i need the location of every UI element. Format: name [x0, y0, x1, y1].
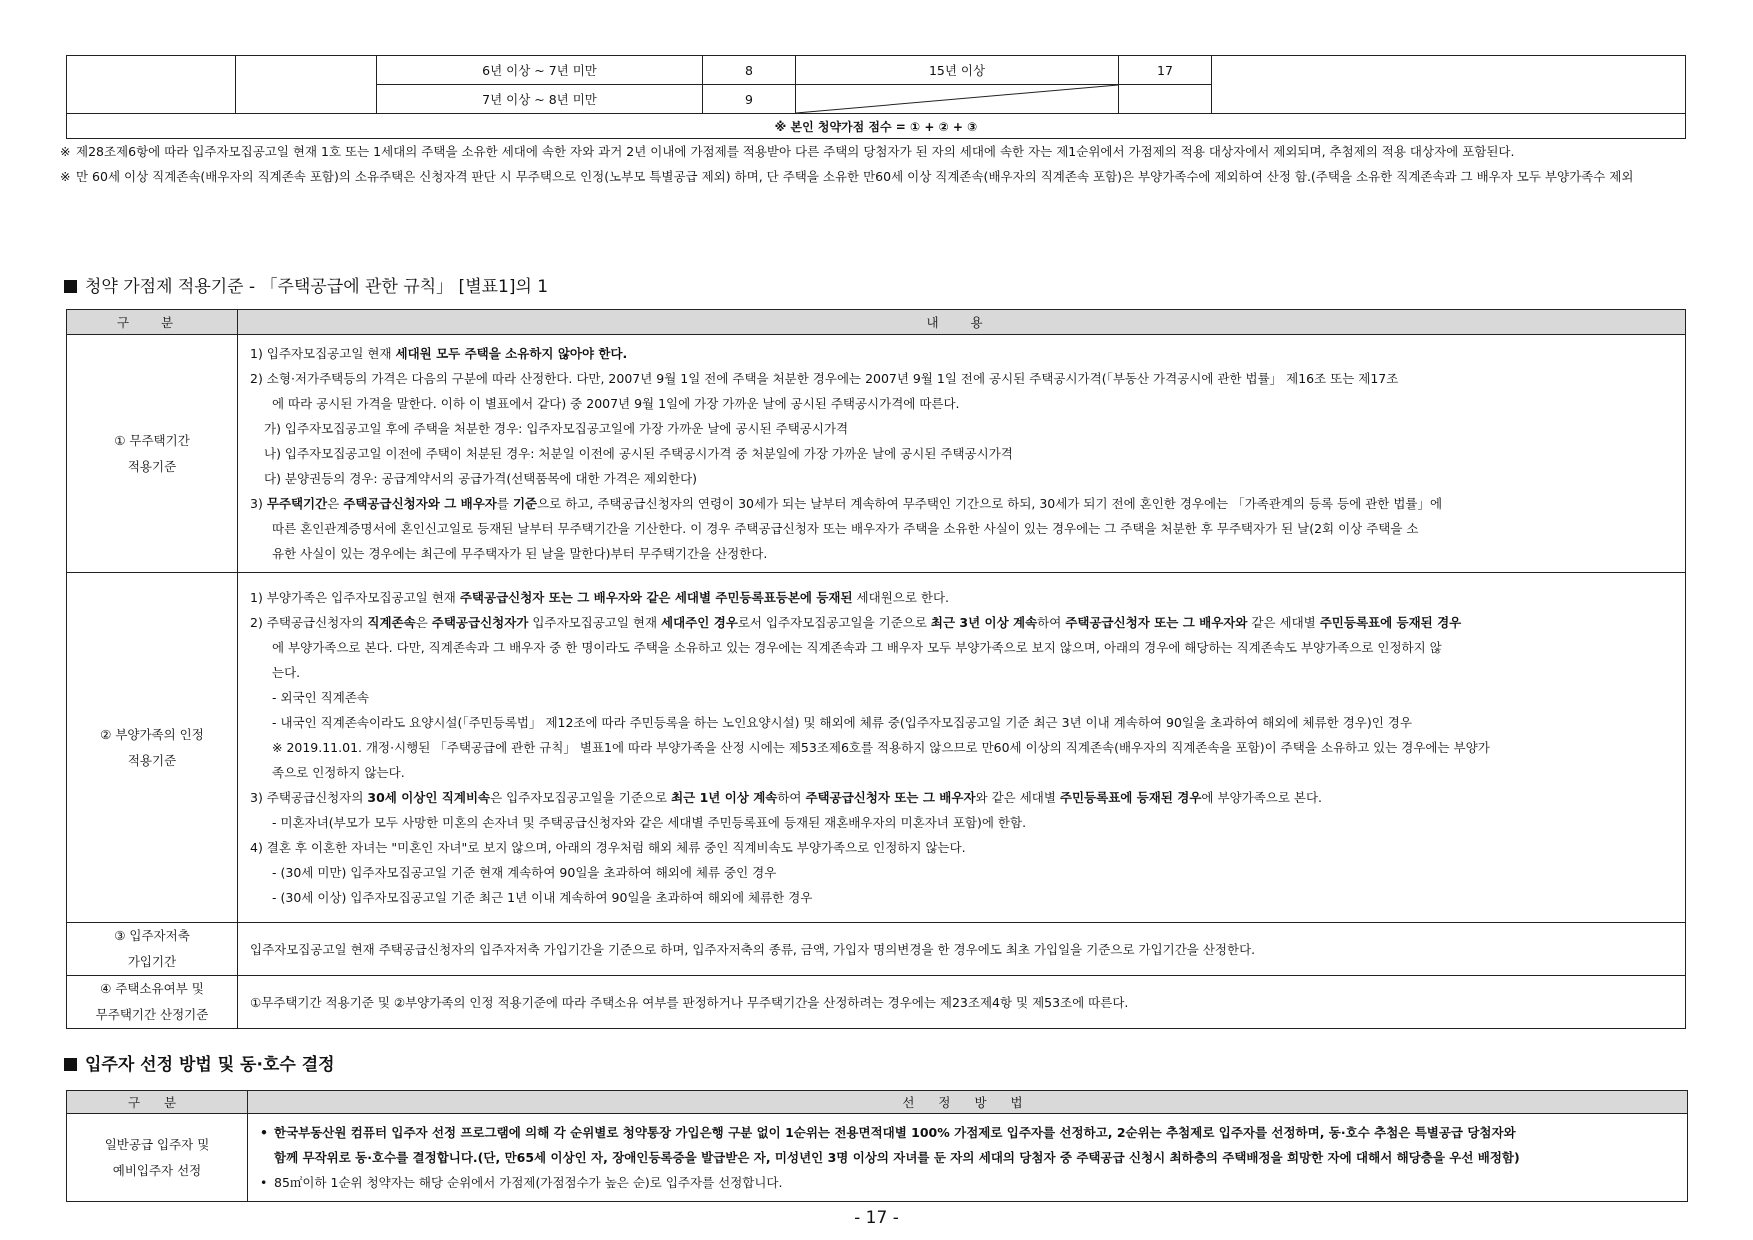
- text: 으로 하고, 주택공급신청자의 연령이 30세가 되는 날부터 계속하여 무주택인 기간으로 하되, 30세가 되기 전에 혼인한 경우에는 「가족관계의 등록 등에 관한 법률」에: [537, 496, 1443, 511]
- bullet-item: [260, 1120, 1675, 1170]
- category-label: ④ 주택소유여부 및: [100, 981, 204, 996]
- section-title-text: 청약 가점제 적용기준 - 「주택공급에 관한 규칙」 [별표1]의 1: [85, 277, 549, 297]
- period-range-cell: 7년 이상 ~ 8년 미만: [377, 85, 703, 114]
- section-title-text: 입주자 선정 방법 및 동·호수 결정: [85, 1055, 335, 1075]
- notes: [60, 139, 1700, 189]
- content-cell: 입주자모집공고일 현재 주택공급신청자의 입주자저축 가입기간을 기준으로 하며, 입주자저축의 종류, 금액, 가입자 명의변경을 한 경우에도 최초 가입일을 기준으로 가입기간을 산정한다.: [238, 923, 1686, 976]
- content-line: - 외국인 직계존속: [272, 690, 369, 705]
- category-label: ② 부양가족의 인정: [100, 726, 204, 742]
- content-cell: [238, 573, 1686, 923]
- diagonal-line: [796, 85, 1118, 113]
- header-content: 내 용: [238, 310, 1686, 335]
- text: 를: [496, 496, 513, 511]
- category-cell: [67, 1114, 248, 1202]
- content-line: [250, 341, 1673, 366]
- text: 하여: [777, 790, 806, 805]
- category-label: ① 무주택기간: [114, 432, 190, 448]
- content-line: - 미혼자녀(부모가 모두 사망한 미혼의 손자녀 및 주택공급신청자와 같은 세대별 주민등록표에 등재된 재혼배우자의 미혼자녀 포함)에 한함.: [272, 815, 1027, 830]
- content-line: 4) 결혼 후 이혼한 자녀는 "미혼인 자녀"로 보지 않으며, 아래의 경우처럼 해외 체류 중인 직계비속도 부양가족으로 인정하지 않는다.: [250, 840, 966, 855]
- text: 같은 세대별: [1247, 615, 1320, 630]
- bold-text: 주택공급신청자 또는 그 배우자와 같은 세대별 주민등록표등본에 등재된: [459, 590, 853, 605]
- category-label: 적용기준: [127, 458, 177, 474]
- bold-text: 기준: [512, 496, 538, 511]
- note-mark: ※: [60, 169, 71, 184]
- text: 입주자모집공고일 현재: [528, 615, 662, 630]
- note-text: 제28조제6항에 따라 입주자모집공고일 현재 1호 또는 1세대의 주택을 소유한 세대에 속한 자와 과거 2년 이내에 가점제를 적용받아 다른 주택의 당첨자가 된 자의 세대에 속한 자는 제1순위에서 가점제의 적용 대상자에서 제외되며, 추첨제의 적용 대상자에 포함된다.: [76, 144, 1515, 159]
- content-line: 는다.: [272, 665, 301, 680]
- content-line: 2) 소형·저가주택등의 가격은 다음의 구분에 따라 산정한다. 다만, 2007년 9월 1일 전에 주택을 처분한 경우에는 2007년 9월 1일 전에 공시된 주택공시가격(「부동산 가격공시에 관한 법률」 제16조 또는 제17조: [250, 371, 1399, 386]
- content-line: - (30세 이상) 입주자모집공고일 기준 최근 1년 이내 계속하여 90일을 초과하여 해외에 체류한 경우: [272, 890, 813, 905]
- score-cell: 9: [703, 85, 796, 114]
- content-line: 나) 입주자모집공고일 이전에 주택이 처분된 경우: 처분일 이전에 공시된 주택공시가격 중 처분일에 가장 가까운 날에 공시된 주택공시가격: [264, 446, 1013, 461]
- period-range-cell: 6년 이상 ~ 7년 미만: [377, 56, 703, 85]
- bold-text: 주택공급신청자 또는 그 배우자: [805, 790, 976, 805]
- bold-text: 주택공급신청자가: [431, 615, 529, 630]
- text: 와 같은 세대별: [975, 790, 1060, 805]
- category-label: 가입기간: [127, 954, 177, 969]
- bullet-item: [260, 1170, 1675, 1195]
- category-label: ③ 입주자저축: [114, 928, 190, 943]
- category-cell: [67, 573, 238, 923]
- text: 세대원으로 한다.: [852, 590, 950, 605]
- note-item: [60, 164, 1700, 189]
- category-label: 일반공급 입주자 및: [104, 1136, 210, 1152]
- content-line: - 내국인 직계존속이라도 요양시설(「주민등록법」 제12조에 따라 주민등록을 하는 노인요양시설) 및 해외에 체류 중(입주자모집공고일 기준 최근 3년 이내 계속하여 90일을 초과하여 해외에 체류한 경우)인 경우: [272, 715, 1412, 730]
- category-cell: [67, 923, 238, 976]
- note-mark: ※: [60, 144, 71, 159]
- header-category: 구 분: [67, 310, 238, 335]
- text: 3) 주택공급신청자의: [250, 790, 368, 805]
- content-line: 다) 분양권등의 경우: 공급계약서의 공급가격(선택품목에 대한 가격은 제외한다): [264, 471, 698, 486]
- content-line: [250, 585, 1673, 610]
- page-number: - 17 -: [854, 1208, 899, 1228]
- category-label: 적용기준: [127, 752, 177, 768]
- selection-table: [66, 1090, 1688, 1202]
- note-item: [60, 139, 1700, 164]
- header-content: 선 정 방 법: [248, 1091, 1688, 1114]
- bold-text: 주민등록표에 등재된 경우: [1059, 790, 1202, 805]
- content-line: 족으로 인정하지 않는다.: [272, 765, 405, 780]
- content-cell: [248, 1114, 1688, 1202]
- content-line: [250, 610, 1673, 635]
- empty-cell: [67, 56, 236, 114]
- bold-text: 주민등록표에 등재된 경우: [1319, 615, 1462, 630]
- bold-text: 무주택기간: [266, 496, 328, 511]
- text: 은: [415, 615, 432, 630]
- category-cell: [67, 335, 238, 573]
- bold-text: 주택공급신청자와 그 배우자: [343, 496, 497, 511]
- score-formula: ※ 본인 청약가점 점수 = ① + ② + ③: [67, 114, 1686, 139]
- content-line: 따른 혼인관계증명서에 혼인신고일로 등재된 날부터 무주택기간을 기산한다. 이 경우 주택공급신청자 또는 배우자가 주택을 소유한 사실이 있는 경우에는 그 주택을 처분한 후 무주택자가 된 날(2회 이상 주택을 소: [272, 521, 1419, 536]
- empty-cell: [1212, 56, 1686, 114]
- content-line: ※ 2019.11.01. 개정·시행된 「주택공급에 관한 규칙」 별표1에 따라 부양가족을 산정 시에는 제53조제6호를 적용하지 않으므로 만60세 이상의 직계존속(배우자의 직계존속을 포함)이 주택을 소유하고 있는 경우에는 부양가: [272, 740, 1490, 755]
- bullet-icon: •: [260, 1125, 268, 1140]
- section-title: [64, 1050, 335, 1075]
- content-line: - (30세 미만) 입주자모집공고일 기준 현재 계속하여 90일을 초과하여 해외에 체류 중인 경우: [272, 865, 777, 880]
- bullet-text: 함께 무작위로 동·호수를 결정합니다.(단, 만65세 이상인 자, 장애인등록증을 발급받은 자, 미성년인 3명 이상의 자녀를 둔 자의 세대의 당첨자 중 주택공급 신청시 최하층의 주택배정을 희망한 자에 대해서 해당층을 우선 배정함): [274, 1150, 1520, 1165]
- bullet-icon: •: [260, 1175, 268, 1190]
- criteria-table: [66, 309, 1686, 1029]
- score-cell: 17: [1119, 56, 1212, 85]
- text: 3): [250, 496, 267, 511]
- content-line: 유한 사실이 있는 경우에는 최근에 무주택자가 된 날을 말한다)부터 무주택기간을 산정한다.: [272, 546, 768, 561]
- content-line: 가) 입주자모집공고일 후에 주택을 처분한 경우: 입주자모집공고일에 가장 가까운 날에 공시된 주택공시가격: [264, 421, 849, 436]
- category-label: 무주택기간 산정기준: [95, 1007, 209, 1022]
- text: 로서 입주자모집공고일을 기준으로: [737, 615, 931, 630]
- text: 2) 주택공급신청자의: [250, 615, 368, 630]
- bold-text: 최근 3년 이상 계속: [930, 615, 1038, 630]
- text: 하여: [1037, 615, 1066, 630]
- bold-text: 30세 이상인 직계비속: [367, 790, 491, 805]
- bullet-text: 한국부동산원 컴퓨터 입주자 선정 프로그램에 의해 각 순위별로 청약통장 가입은행 구분 없이 1순위는 전용면적대별 100% 가점제로 입주자를 선정하고, 2순위는 추첨제로 입주자를 선정하며, 동·호수 추첨은 특별공급 당첨자와: [274, 1125, 1516, 1140]
- square-bullet-icon: [64, 1058, 77, 1071]
- text: 에 부양가족으로 본다.: [1201, 790, 1323, 805]
- bold-text: 최근 1년 이상 계속: [671, 790, 778, 805]
- header-category: 구 분: [67, 1091, 248, 1114]
- period-range-cell: 15년 이상: [796, 56, 1119, 85]
- bullet-text: 85㎡이하 1순위 청약자는 해당 순위에서 가점제(가점점수가 높은 순)로 입주자를 선정합니다.: [274, 1175, 783, 1190]
- content-line: [250, 491, 1673, 516]
- bold-text: 직계존속: [367, 615, 416, 630]
- score-cell: 8: [703, 56, 796, 85]
- text: 은: [327, 496, 344, 511]
- text: 은 입주자모집공고일을 기준으로: [490, 790, 672, 805]
- bold-text: 세대주인 경우: [661, 615, 738, 630]
- content-line: 에 따라 공시된 가격을 말한다. 이하 이 별표에서 같다) 중 2007년 9월 1일에 가장 가까운 날에 공시된 주택공시가격에 따른다.: [272, 396, 960, 411]
- diagonal-cell: [796, 85, 1119, 114]
- empty-cell: [236, 56, 377, 114]
- text: 1) 입주자모집공고일 현재: [250, 346, 396, 361]
- bold-text: 주택공급신청자 또는 그 배우자와: [1065, 615, 1248, 630]
- content-cell: [238, 335, 1686, 573]
- score-table: [66, 55, 1686, 139]
- square-bullet-icon: [64, 280, 77, 293]
- bold-text: 세대원 모두 주택을 소유하지 않아야 한다.: [395, 346, 628, 361]
- content-cell: ①무주택기간 적용기준 및 ②부양가족의 인정 적용기준에 따라 주택소유 여부를 판정하거나 무주택기간을 산정하려는 경우에는 제23조제4항 및 제53조에 따른다.: [238, 976, 1686, 1029]
- empty-cell: [1119, 85, 1212, 114]
- category-cell: [67, 976, 238, 1029]
- text: 1) 부양가족은 입주자모집공고일 현재: [250, 590, 460, 605]
- note-text: 만 60세 이상 직계존속(배우자의 직계존속 포함)의 소유주택은 신청자격 판단 시 무주택으로 인정(노부모 특별공급 제외) 하며, 단 주택을 소유한 만60세 이상 직계존속(배우자의 직계존속 포함)은 부양가족수에 제외하여 산정 함.(주택을 소유한 직계존속과 그 배우자 모두 부양가족수 제외: [76, 169, 1634, 184]
- content-line: [250, 785, 1673, 810]
- section-title: [64, 272, 548, 297]
- category-label: 예비입주자 선정: [112, 1162, 202, 1178]
- content-line: 에 부양가족으로 본다. 다만, 직계존속과 그 배우자 중 한 명이라도 주택을 소유하고 있는 경우에는 직계존속과 그 배우자 모두 부양가족으로 보지 않으며, 아래의 경우에 해당하는 직계존속도 부양가족으로 인정하지 않: [272, 640, 1442, 655]
